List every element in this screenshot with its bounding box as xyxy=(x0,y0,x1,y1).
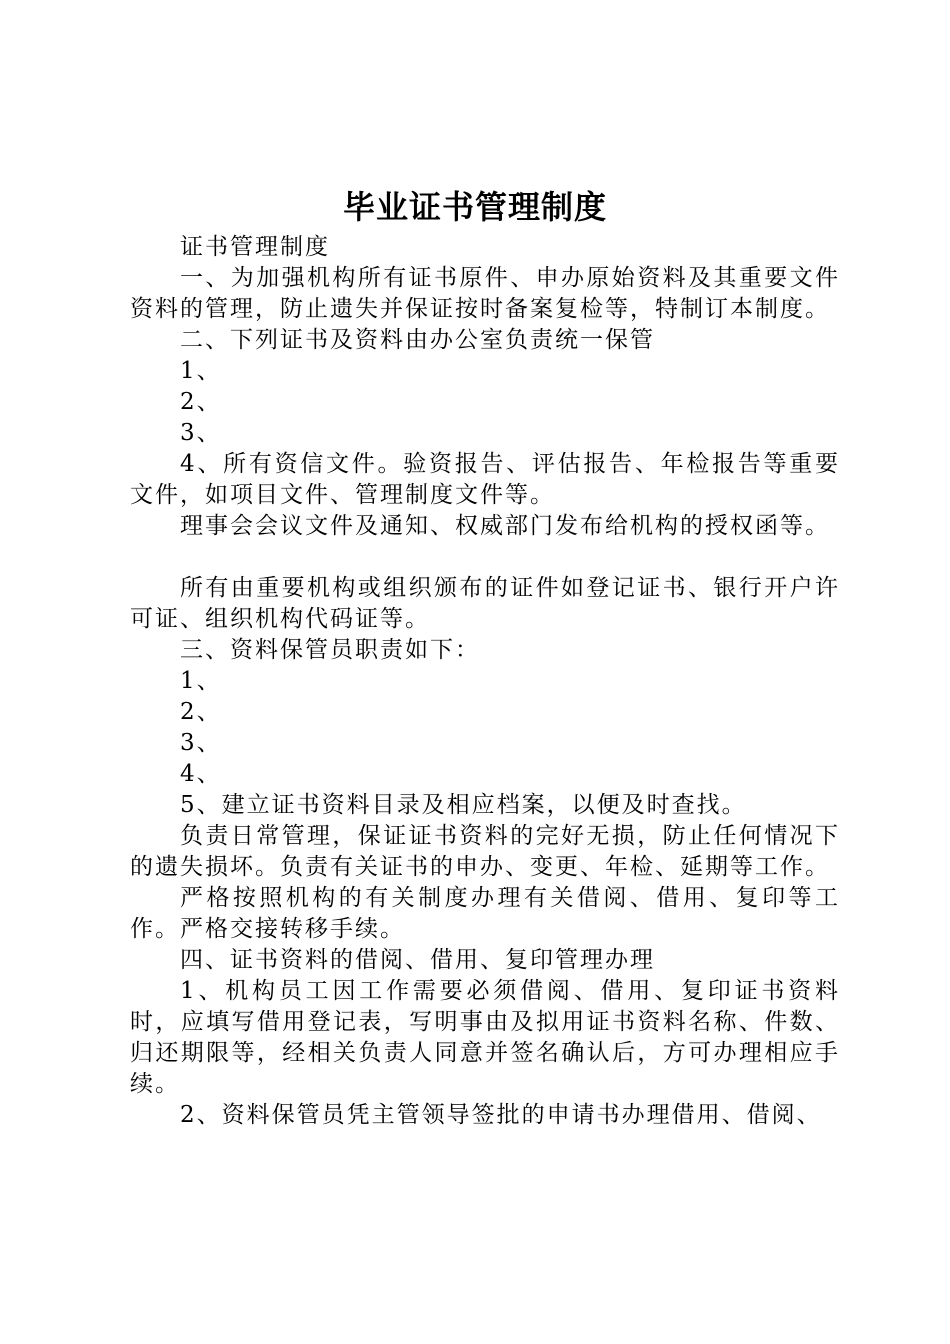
list-item: 1、 xyxy=(180,358,222,384)
blank-line xyxy=(130,542,840,573)
list-item: 5、建立证书资料目录及相应档案，以便及时查找。 xyxy=(180,792,747,818)
paragraph: 二、下列证书及资料由办公室负责统一保管 xyxy=(180,327,655,353)
paragraph: 理事会会议文件及通知、权威部门发布给机构的授权函等。 xyxy=(180,513,830,539)
list-item: 1、 xyxy=(180,668,222,694)
list-item: 2、资料保管员凭主管领导签批的申请书办理借用、借阅、 xyxy=(180,1102,822,1128)
list-item: 2、 xyxy=(180,699,222,725)
list-item: 4、所有资信文件。验资报告、评估报告、年检报告等重要文件，如项目文件、管理制度文件等。 xyxy=(130,451,840,508)
paragraph: 负责日常管理，保证证书资料的完好无损，防止任何情况下的遗失损坏。负责有关证书的申办、变更、年检、延期等工作。 xyxy=(130,823,840,880)
paragraph: 证书管理制度 xyxy=(180,234,330,260)
list-item: 4、 xyxy=(180,761,222,787)
document-title: 毕业证书管理制度 xyxy=(342,188,607,226)
paragraph: 一、为加强机构所有证书原件、申办原始资料及其重要文件资料的管理，防止遗失并保证按时备案复检等，特制订本制度。 xyxy=(130,265,840,322)
list-item: 2、 xyxy=(180,389,222,415)
list-item: 3、 xyxy=(180,420,222,446)
paragraph: 所有由重要机构或组织颁布的证件如登记证书、银行开户许可证、组织机构代码证等。 xyxy=(130,575,840,632)
paragraph: 严格按照机构的有关制度办理有关借阅、借用、复印等工作。严格交接转移手续。 xyxy=(130,885,840,942)
document-body xyxy=(130,232,840,1131)
paragraph: 四、证书资料的借阅、借用、复印管理办理 xyxy=(180,947,655,973)
list-item: 3、 xyxy=(180,730,222,756)
paragraph: 三、资料保管员职责如下： xyxy=(180,637,480,663)
list-item: 1、机构员工因工作需要必须借阅、借用、复印证书资料时，应填写借用登记表，写明事由及拟用证书资料名称、件数、归还期限等，经相关负责人同意并签名确认后，方可办理相应手续。 xyxy=(130,978,840,1097)
